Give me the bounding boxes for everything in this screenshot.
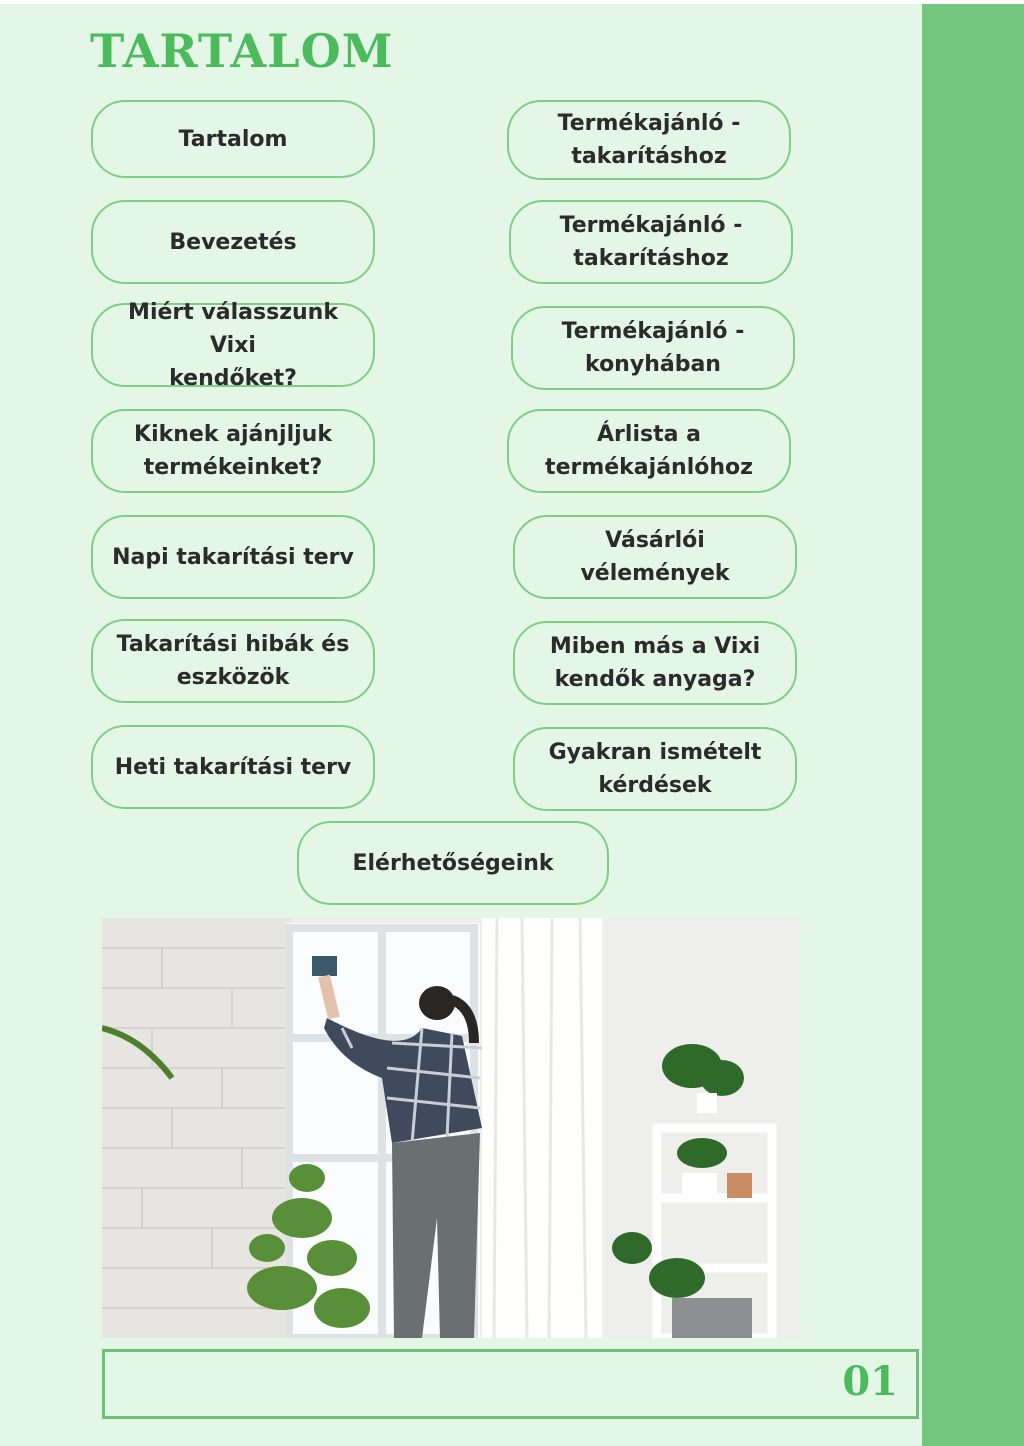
cleaning-photo — [102, 918, 799, 1338]
toc-item-label: Termékajánló - — [557, 111, 741, 136]
toc-item-kiknek-ajanljuk[interactable] — [91, 409, 375, 493]
toc-item-tartalom[interactable] — [91, 100, 375, 178]
toc-item-label: Termékajánló - — [559, 213, 743, 238]
toc-item-label: Takarítási hibák és — [116, 632, 350, 657]
page-number: 01 — [842, 1358, 898, 1405]
toc-item-gyik[interactable] — [513, 727, 797, 811]
page-title: TARTALOM — [90, 24, 394, 78]
toc-item-termekajanlo-konyha[interactable] — [511, 306, 795, 390]
toc-item-label: takarításhoz — [571, 144, 727, 169]
toc-item-heti-terv[interactable] — [91, 725, 375, 809]
toc-item-termekajanlo-takaritas-2[interactable] — [509, 200, 793, 284]
toc-item-label: Miben más a Vixi — [549, 634, 761, 659]
toc-item-label: Vásárlói vélemények — [580, 528, 730, 586]
toc-item-label: Tartalom — [178, 126, 288, 152]
toc-item-label: kérdések — [598, 773, 712, 798]
toc-item-miert-vixi[interactable] — [91, 299, 375, 391]
toc-item-label: Heti takarítási terv — [114, 754, 352, 780]
toc-item-vixi-anyaga[interactable] — [513, 621, 797, 705]
toc-item-vasarloi-velemenyek[interactable] — [513, 515, 797, 599]
toc-item-label: Termékajánló - — [561, 319, 745, 344]
page-footer — [102, 1349, 919, 1419]
toc-item-label: Kiknek ajánjljuk — [134, 422, 332, 447]
toc-item-bevezetes[interactable] — [91, 200, 375, 284]
toc-item-napi-terv[interactable] — [91, 515, 375, 599]
toc-item-label: kendők anyaga? — [554, 667, 756, 692]
toc-item-label: termékajánlóhoz — [545, 455, 753, 480]
toc-item-termekajanlo-takaritas-1[interactable] — [507, 100, 791, 180]
toc-item-arlista[interactable] — [507, 409, 791, 493]
toc-item-label: Miért válasszunk Vixi — [128, 299, 338, 358]
toc-item-label: Elérhetőségeink — [352, 850, 554, 876]
toc-item-label: kendőket? — [169, 365, 297, 391]
toc-item-label: Árlista a — [597, 422, 701, 447]
toc-item-takaritasi-hibak[interactable] — [91, 619, 375, 703]
toc-item-label: termékeinket? — [143, 455, 323, 480]
toc-item-label: konyhában — [585, 352, 721, 377]
toc-item-elerhetosegeink[interactable] — [297, 821, 609, 905]
toc-item-label: takarításhoz — [573, 246, 729, 271]
toc-item-label: Gyakran ismételt — [548, 740, 762, 765]
toc-item-label: Napi takarítási terv — [112, 544, 354, 570]
toc-item-label: Bevezetés — [169, 229, 297, 255]
toc-item-label: eszközök — [176, 665, 290, 690]
side-accent-bar — [922, 4, 1024, 1446]
